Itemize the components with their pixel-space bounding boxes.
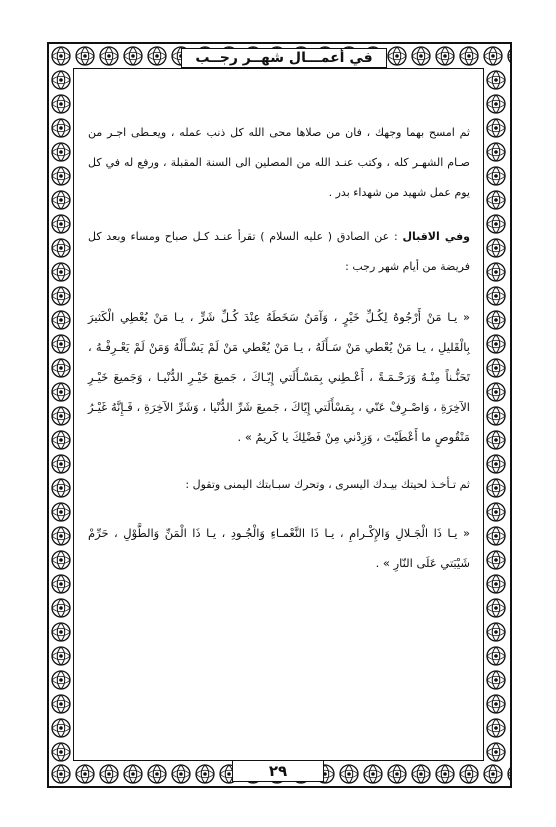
running-header [181, 48, 387, 68]
page-body [88, 118, 470, 578]
paragraph-2-text: : عن الصادق ( عليه السلام ) تقرأ عنـد كـل صباح ومساء وبعد كل فريضة من أيام شهر رجب : [88, 230, 470, 273]
header-title: في أعمـــال شهــر رجــب [195, 50, 373, 66]
page-number-box [232, 760, 324, 782]
ornament-border-left [49, 68, 73, 762]
page-number: ٢٩ [268, 762, 288, 780]
prayer-2: « يـا ذَا الْجَـلالِ وَالإِكْـرامِ ، يـا ذَا النَّعْمـاءِ وَالْجُـودِ ، يـا ذَا الْمَنِّ وَالطَّوْلِ ، حَرِّمْ شَيْبَتي عَلَى النّارِ » . [88, 526, 470, 570]
paragraph-2-label: وفي الاقبال [402, 230, 471, 243]
paragraph-3: ثم تـأخـذ لحيتك بيـدك اليسرى ، وتحرك سبـابتك اليمنى وتقول : [185, 478, 470, 491]
ornament-border-right [484, 68, 510, 762]
prayer-1: « يـا مَنْ أَرْجُوهُ لِكُـلِّ خَيْرٍ ، وَآمَنُ سَخَطَهُ عِنْدَ كُـلِّ شَرٍّ ، يـا مَنْ يُعْطِي الْكَثيرَ بِالْقَليلِ ، يـا مَنْ يُعْطي مَنْ سَـأَلَهُ ، يـا مَنْ يُعْطي مَنْ لَمْ يَسْـأَلْهُ وَمَنْ لَمْ يَعْـرِفْـهُ ، تَحَنُّـناً مِنْـهُ وَرَحْـمَـةً ، أَعْـطِني بِمَسْـأَلَتي إِيّـاكَ ، جَميعَ خَيْـرِ الدُّنْيـا ، وَجَميعَ خَيْـرِ الآخِرَةِ ، وَاصْـرِفْ عَنّي ، بِمَسْأَلَتي إِيّاكَ ، جَميعَ شَرِّ الدُّنْيا ، وَشَرِّ الآخِرَةِ ، فَـإِنَّهُ غَيْـرُ مَنْقُوصٍ ما أَعْطَيْتَ ، وَزِدْني مِنْ فَضْلِكَ يا كَريمُ » . [88, 310, 470, 444]
paragraph-2 [88, 222, 470, 282]
paragraph-1: ثم امسح بهما وجهك ، فان من صلاها محى الله كل ذنب عمله ، ويعـطى اجـر من صـام الشهـر كله ، وكتب عنـد الله من المصلين الى السنة المقبلة ، ورفع له في كل يوم عمل شهيد من شهداء بدر . [88, 126, 470, 199]
